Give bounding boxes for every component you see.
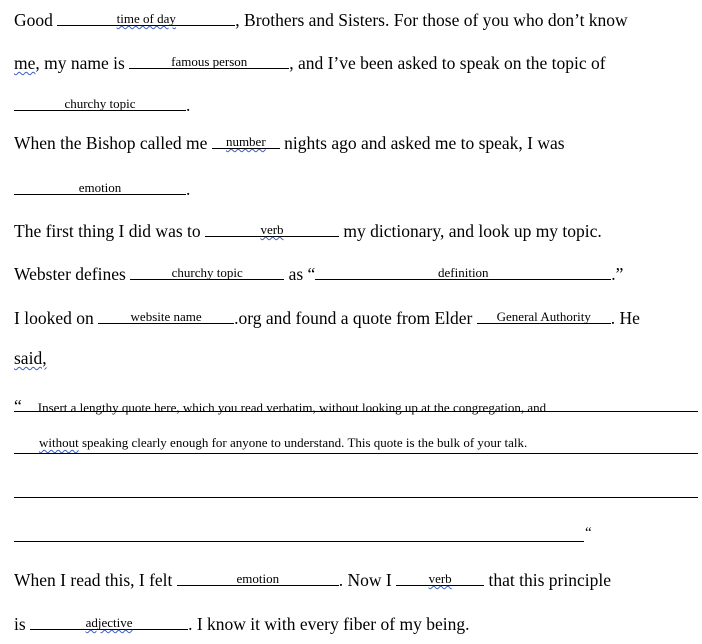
hint-time-of-day: time of day <box>116 11 176 26</box>
hint-website-name: website name <box>130 309 202 324</box>
line-6-intro: The first thing I did was to <box>14 221 201 241</box>
line-9 <box>14 347 47 369</box>
blank-verb-2[interactable] <box>396 566 484 586</box>
hint-adjective: adjective <box>85 615 133 630</box>
line-3 <box>14 91 190 116</box>
line-8 <box>14 304 640 329</box>
hint-verb-2: verb <box>428 571 452 586</box>
hint-churchy-topic: churchy topic <box>64 96 136 111</box>
line-11-rest: . I know it with every fiber of my being. <box>188 614 470 634</box>
hint-number: number <box>225 134 266 149</box>
blank-famous-person[interactable] <box>129 49 289 69</box>
line-10-intro: When I read this, I felt <box>14 570 173 590</box>
hint-definition: definition <box>438 265 489 280</box>
blank-website-name[interactable] <box>98 304 234 324</box>
line-8-mid: .org and found a quote from Elder <box>234 308 473 328</box>
hint-churchy-topic-2: churchy topic <box>171 265 243 280</box>
line-7-intro: Webster defines <box>14 264 126 284</box>
blank-definition[interactable] <box>315 260 611 280</box>
line-11-intro: is <box>14 614 26 634</box>
blank-number[interactable] <box>212 129 280 149</box>
line-10 <box>14 566 611 591</box>
quote-line-2 <box>39 435 527 451</box>
blank-time-of-day[interactable] <box>57 6 235 26</box>
quote-text-1: Insert a lengthy quote here, which you read verbatim, without looking up at the congregation, and <box>37 400 547 415</box>
blank-verb-1[interactable] <box>205 217 339 237</box>
line-6-rest: my dictionary, and look up my topic. <box>343 221 602 241</box>
quote-text-2: speaking clearly enough for anyone to understand. This quote is the bulk of your talk. <box>78 435 528 450</box>
line-8-rest: . He <box>610 308 640 328</box>
blank-churchy-topic-2[interactable] <box>130 260 284 280</box>
quote-line-1 <box>14 398 546 416</box>
quote-rule-4[interactable] <box>14 541 584 542</box>
blank-emotion-1[interactable] <box>14 175 186 195</box>
line-6 <box>14 217 602 242</box>
line-8-intro: I looked on <box>14 308 94 328</box>
hint-general-authority: General Authority <box>496 309 591 324</box>
line-10-mid: . Now I <box>338 570 392 590</box>
open-quote-mark: “ <box>14 396 22 416</box>
quote-rule-2[interactable] <box>14 453 698 454</box>
line-7 <box>14 260 623 285</box>
line-7-rest: .” <box>611 264 624 284</box>
line-1-rest: , Brothers and Sisters. For those of you who don’t know <box>235 10 628 30</box>
line-7-as: as “ <box>288 264 316 284</box>
line-5-rest: . <box>186 179 191 199</box>
quote-rule-3[interactable] <box>14 497 698 498</box>
blank-churchy-topic[interactable] <box>14 91 186 111</box>
without-word: without <box>39 435 79 450</box>
hint-verb-1: verb <box>260 222 284 237</box>
said-text: said, <box>14 348 47 368</box>
hint-emotion-2: emotion <box>236 571 280 586</box>
hint-famous-person: famous person <box>171 54 248 69</box>
line-1 <box>14 6 628 31</box>
line-5 <box>14 175 190 200</box>
line-10-rest: that this principle <box>488 570 611 590</box>
me-word: me <box>14 53 36 73</box>
line-2 <box>14 49 606 74</box>
quote-rule-1[interactable] <box>14 411 698 412</box>
blank-emotion-2[interactable] <box>177 566 339 586</box>
line-4-rest: nights ago and asked me to speak, I was <box>284 133 565 153</box>
greeting-text: Good <box>14 10 53 30</box>
hint-emotion-1: emotion <box>78 180 122 195</box>
blank-adjective[interactable] <box>30 610 188 630</box>
line-2-rest: , and I’ve been asked to speak on the topic of <box>289 53 606 73</box>
line-3-rest: . <box>186 95 191 115</box>
line-2-intro: , my name is <box>35 53 125 73</box>
close-quote-mark: “ <box>585 525 592 541</box>
line-11 <box>14 610 469 635</box>
line-4 <box>14 129 565 154</box>
line-4-intro: When the Bishop called me <box>14 133 208 153</box>
blank-general-authority[interactable] <box>477 304 611 324</box>
